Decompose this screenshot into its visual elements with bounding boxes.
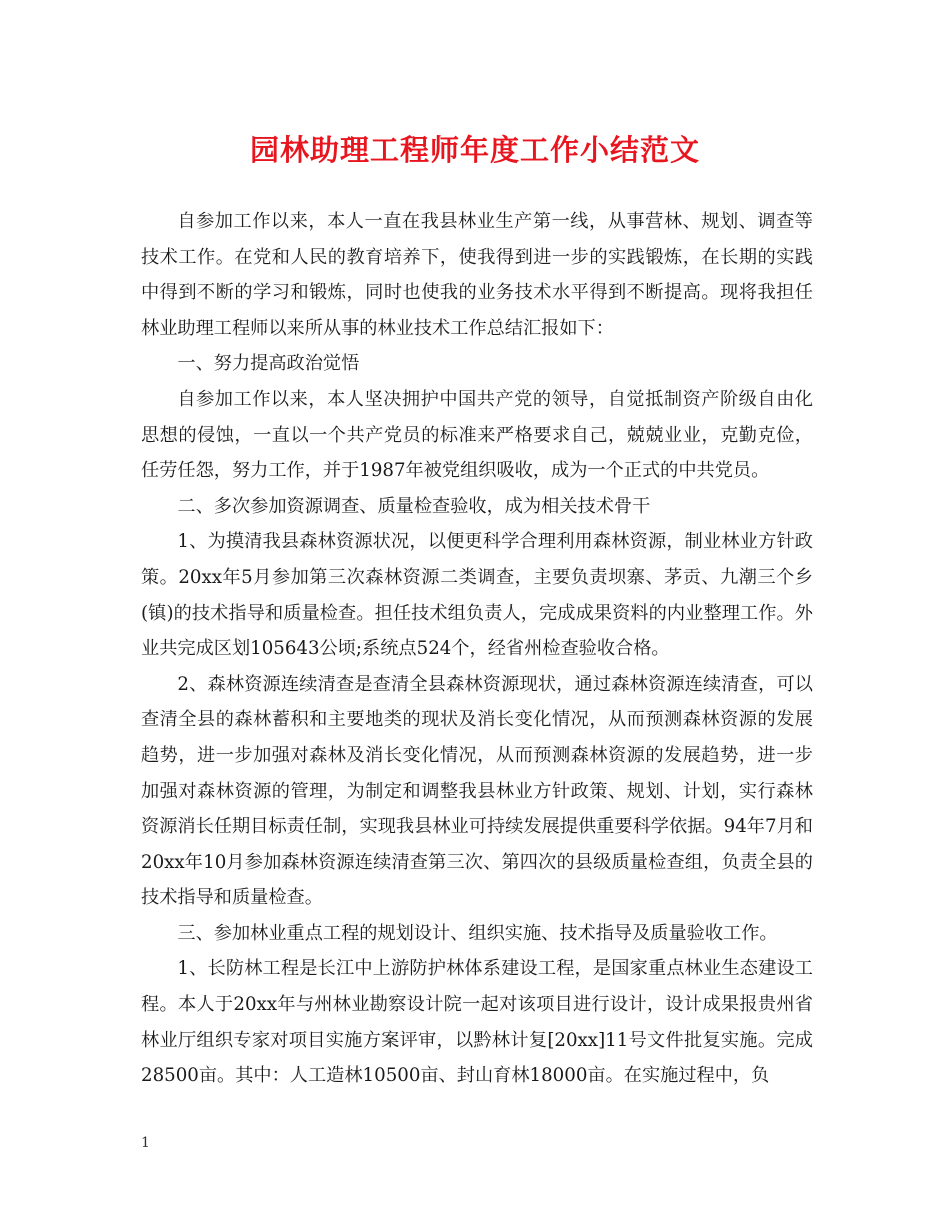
section-heading-3: 三、参加林业重点工程的规划设计、组织实施、技术指导及质量验收工作。 bbox=[177, 922, 778, 944]
document-body bbox=[141, 204, 813, 1094]
page-number: 1 bbox=[141, 1135, 150, 1151]
section-heading-2: 二、多次参加资源调查、质量检查验收，成为相关技术骨干 bbox=[177, 495, 651, 517]
paragraph-intro: 自参加工作以来，本人一直在我县林业生产第一线，从事营林、规划、调查等技术工作。在党和人民的教育培养下，使我得到进一步的实践锻炼，在长期的实践中得到不断的学习和锻炼，同时也使我的业务技术水平得到不断提高。现将我担任林业助理工程师以来所从事的林业技术工作总结汇报如下： bbox=[141, 211, 813, 339]
paragraph-political: 自参加工作以来，本人坚决拥护中国共产党的领导，自觉抵制资产阶级自由化思想的侵蚀，一直以一个共产党员的标准来严格要求自己，兢兢业业，克勤克俭，任劳任怨，努力工作，并于1987年被党组织吸收，成为一个正式的中共党员。 bbox=[141, 388, 813, 482]
paragraph-project-1: 1、长防林工程是长江中上游防护林体系建设工程，是国家重点林业生态建设工程。本人于20xx年与州林业勘察设计院一起对该项目进行设计，设计成果报贵州省林业厅组织专家对项目实施方案评审，以黔林计复[20xx]11号文件批复实施。完成28500亩。其中：人工造林10500亩、封山育林18000亩。在实施过程中，负 bbox=[141, 958, 813, 1087]
section-heading-1: 一、努力提高政治觉悟 bbox=[177, 353, 360, 375]
paragraph-survey-1: 1、为摸清我县森林资源状况，以便更科学合理利用森林资源，制业林业方针政策。20xx年5月参加第三次森林资源二类调查，主要负责坝寨、茅贡、九潮三个乡(镇)的技术指导和质量检查。担任技术组负责人，完成成果资料的内业整理工作。外业共完成区划105643公顷;系统点524个，经省州检查验收合格。 bbox=[141, 531, 813, 660]
document-title: 园林助理工程师年度工作小结范文 bbox=[249, 133, 700, 167]
paragraph-survey-2: 2、森林资源连续清查是查清全县森林资源现状，通过森林资源连续清查，可以查清全县的森林蓄积和主要地类的现状及消长变化情况，从而预测森林资源的发展趋势，进一步加强对森林及消长变化情况，从而预测森林资源的发展趋势，进一步加强对森林资源的管理，为制定和调整我县林业方针政策、规划、计划，实行森林资源消长任期目标责任制，实现我县林业可持续发展提供重要科学依据。94年7月和20xx年10月参加森林资源连续清查第三次、第四次的县级质量检查组，负责全县的技术指导和质量检查。 bbox=[141, 673, 813, 909]
